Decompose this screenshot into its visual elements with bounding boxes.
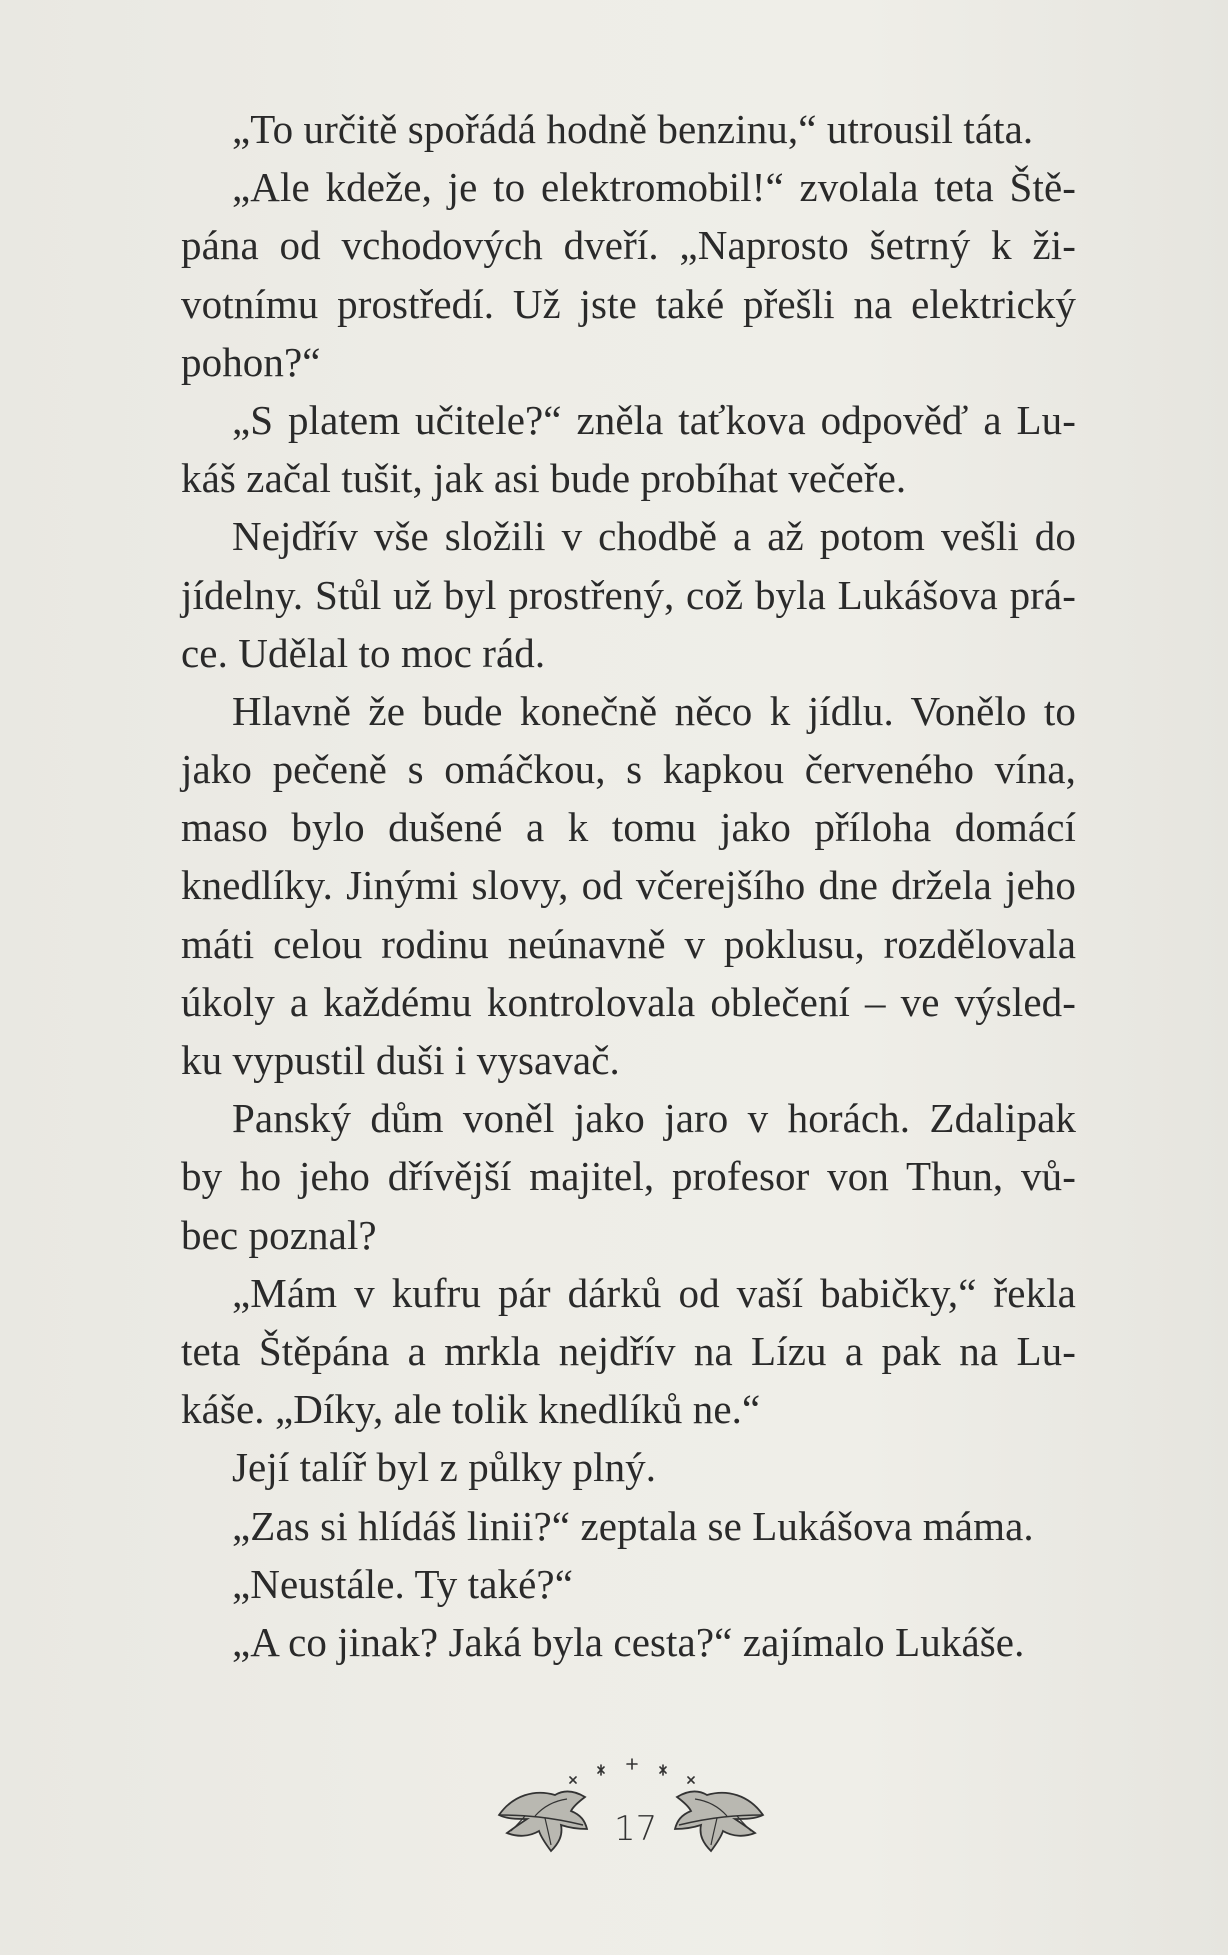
text-line: „Neustále. Ty také?“ xyxy=(232,1560,574,1607)
body-text xyxy=(181,100,1076,1671)
text-line: votnímu prostředí. Už jste také přešli na elektrický xyxy=(181,280,1076,327)
text-line: ku vypustil duši i vysavač. xyxy=(181,1037,620,1083)
page-footer xyxy=(0,1755,1228,1875)
text-line: „Zas si hlídáš linii?“ zeptala se Lukášova máma. xyxy=(232,1502,1034,1549)
text-line: Nejdřív vše složili v chodbě a až potom vešli do xyxy=(232,513,1076,560)
text-line: by ho jeho dřívější majitel, profesor von Thun, vů- xyxy=(181,1153,1076,1200)
text-line: „A co jinak? Jaká byla cesta?“ zajímalo Lukáše. xyxy=(232,1618,1025,1665)
text-line: Hlavně že bude konečně něco k jídlu. Vonělo to xyxy=(232,687,1076,734)
text-line: „To určitě spořádá hodně benzinu,“ utrousil táta. xyxy=(232,106,1034,152)
text-line: pohon?“ xyxy=(181,338,321,385)
text-line: máti celou rodinu neúnavně v poklusu, rozdělovala xyxy=(181,920,1076,967)
text-line: „Mám v kufru pár dárků od vaší babičky,“ řekla xyxy=(232,1269,1076,1316)
text-line: bec poznal? xyxy=(181,1211,377,1258)
text-line: maso bylo dušené a k tomu jako příloha domácí xyxy=(181,804,1076,851)
text-line: káše. „Díky, ale tolik knedlíků ne.“ xyxy=(181,1386,761,1433)
text-line: „Ale kdeže, je to elektromobil!“ zvolala teta Ště- xyxy=(232,164,1076,211)
text-line: ce. Udělal to moc rád. xyxy=(181,629,546,676)
page-number: 17 xyxy=(614,1809,658,1849)
text-line: úkoly a každému kontrolovala oblečení – ve výsled- xyxy=(181,978,1076,1025)
text-line: knedlíky. Jinými slovy, od včerejšího dne držela jeho xyxy=(181,862,1076,909)
text-line: teta Štěpána a mrkla nejdřív na Lízu a pak na Lu- xyxy=(181,1327,1076,1374)
leaf-right-icon xyxy=(672,1785,767,1855)
text-line: pána od vchodových dveří. „Naprosto šetrný k ži- xyxy=(181,222,1076,269)
text-line: jako pečeně s omáčkou, s kapkou červeného vína, xyxy=(181,746,1076,793)
text-line: „S platem učitele?“ zněla taťkova odpověď a Lu- xyxy=(232,396,1076,443)
text-line: káš začal tušit, jak asi bude probíhat večeře. xyxy=(181,455,907,502)
text-line: jídelny. Stůl už byl prostřený, což byla Lukášova prá- xyxy=(181,571,1076,618)
leaf-left-icon xyxy=(495,1785,590,1855)
text-line: Panský dům voněl jako jaro v horách. Zdalipak xyxy=(232,1095,1076,1142)
text-line: Její talíř byl z půlky plný. xyxy=(232,1444,657,1491)
